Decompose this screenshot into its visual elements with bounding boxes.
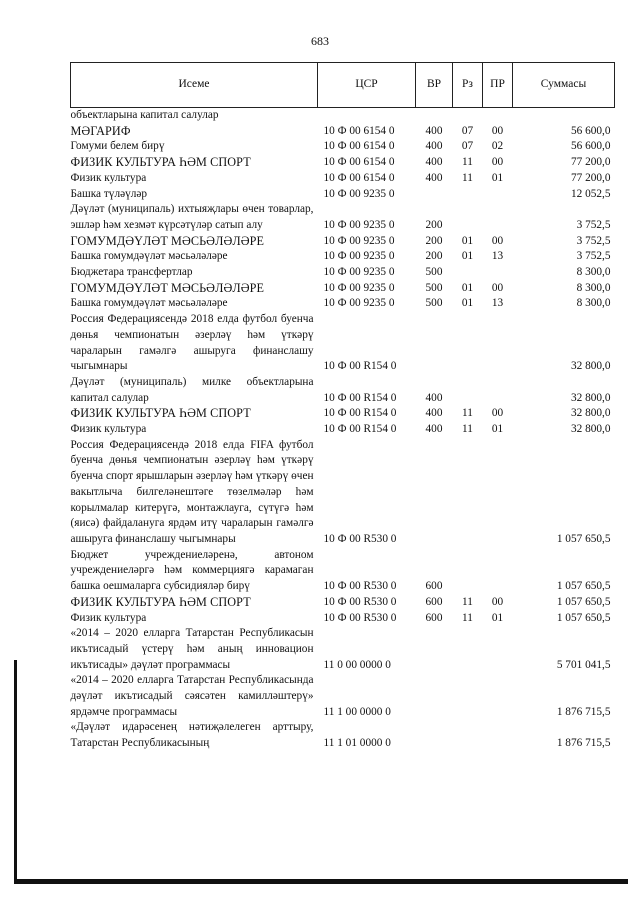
cell-pr: 00 xyxy=(491,595,504,608)
cell-vr: 400 xyxy=(425,423,443,436)
cell-vr: 200 xyxy=(425,234,443,247)
table-row xyxy=(71,171,615,187)
table-row xyxy=(71,265,615,281)
cell-sum: 3 752,5 xyxy=(576,218,611,231)
cell-vr xyxy=(416,108,453,124)
table-row xyxy=(71,720,615,751)
table-row xyxy=(71,406,615,422)
cell-pr: 00 xyxy=(491,124,504,137)
table-row xyxy=(71,249,615,265)
cell-rz xyxy=(453,626,483,673)
table-row xyxy=(71,548,615,595)
cell-name: «Дәүләт идарәсенең нәтиҗәлелеген арттыру, Татарстан Республикасының xyxy=(70,721,314,750)
cell-name: Физик культура xyxy=(70,423,147,436)
table-row xyxy=(71,139,615,155)
header-csr: ЦСР xyxy=(318,63,416,108)
cell-sum: 5 701 041,5 xyxy=(556,658,611,671)
cell-vr: 500 xyxy=(425,297,443,310)
cell-name: объектларына капитал салулар xyxy=(70,109,219,121)
table-row xyxy=(71,108,615,124)
cell-name: Башка гомумдәүләт мәсьәләләре xyxy=(70,250,228,263)
cell-sum: 8 300,0 xyxy=(576,266,611,279)
cell-name: Россия Федерациясендә 2018 елда FIFA футбол буенча дөнья чемпионатын әзерләү һәм үткәрү буенча спорт ярышларын әзерләү һәм үткәрү өчен вакытлыча билгеләнештәге төзелмәләр һәм корылмалар китерүгә, монтажлауга, сүтүгә һәм (яисә) файдалануга ярдәм итү чараларын гамәлгә ашыруга финанслашу чыгымнары xyxy=(70,438,314,545)
cell-pr xyxy=(483,312,513,375)
cell-csr: 11 1 00 0000 0 xyxy=(323,705,391,718)
cell-vr xyxy=(416,312,453,375)
cell-pr xyxy=(483,720,513,751)
cell-sum: 56 600,0 xyxy=(570,140,611,153)
cell-vr: 400 xyxy=(425,156,443,169)
table-row xyxy=(71,296,615,312)
table-row xyxy=(71,422,615,438)
scan-edge-left xyxy=(14,660,17,884)
cell-sum: 1 057 650,5 xyxy=(556,595,611,608)
cell-name: Бюджет учреждениеләренә, автоном учреждениеләргә һәм коммерциягә карамаган башка оешмаларга субсидияләр бирү xyxy=(70,548,314,593)
cell-csr: 10 Ф 00 R154 0 xyxy=(323,391,397,404)
table-header xyxy=(71,63,615,108)
cell-pr xyxy=(483,548,513,595)
cell-pr: 00 xyxy=(491,281,504,294)
cell-name: Башка гомумдәүләт мәсьәләләре xyxy=(70,297,228,310)
cell-pr: 13 xyxy=(491,297,504,310)
cell-rz: 07 xyxy=(461,140,474,153)
cell-rz: 07 xyxy=(461,124,474,137)
cell-pr: 00 xyxy=(491,156,504,169)
cell-name: Гомуми белем бирү xyxy=(70,140,165,153)
cell-rz xyxy=(453,187,483,203)
cell-vr: 400 xyxy=(425,391,443,404)
cell-csr: 10 Ф 00 R530 0 xyxy=(323,580,397,593)
cell-sum: 1 057 650,5 xyxy=(556,532,611,545)
cell-vr xyxy=(416,673,453,720)
cell-vr: 400 xyxy=(425,407,443,420)
cell-csr: 10 Ф 00 9235 0 xyxy=(323,187,395,200)
cell-vr: 600 xyxy=(425,595,443,608)
cell-rz: 01 xyxy=(461,297,474,310)
cell-rz: 11 xyxy=(462,171,473,184)
header-sum: Суммасы xyxy=(513,63,615,108)
cell-vr: 600 xyxy=(425,611,443,624)
cell-rz: 11 xyxy=(462,595,473,608)
cell-csr: 10 Ф 00 R530 0 xyxy=(323,611,397,624)
cell-csr: 10 Ф 00 9235 0 xyxy=(323,218,395,231)
table-row xyxy=(71,611,615,627)
cell-csr xyxy=(318,108,416,124)
cell-pr xyxy=(483,187,513,203)
cell-sum: 8 300,0 xyxy=(576,297,611,310)
cell-csr: 10 Ф 00 R154 0 xyxy=(323,360,397,373)
cell-vr: 600 xyxy=(425,580,443,593)
table-row xyxy=(71,234,615,250)
cell-rz xyxy=(453,312,483,375)
cell-csr: 11 0 00 0000 0 xyxy=(323,658,391,671)
cell-sum: 77 200,0 xyxy=(570,171,611,184)
cell-vr: 400 xyxy=(425,124,443,137)
cell-csr: 10 Ф 00 9235 0 xyxy=(323,250,395,263)
cell-pr xyxy=(483,108,513,124)
cell-rz xyxy=(453,548,483,595)
cell-name: Физик культура xyxy=(70,611,147,624)
cell-rz: 01 xyxy=(461,250,474,263)
cell-pr: 00 xyxy=(491,407,504,420)
cell-csr: 10 Ф 00 R530 0 xyxy=(323,532,397,545)
cell-vr: 200 xyxy=(425,250,443,263)
cell-sum: 56 600,0 xyxy=(570,124,611,137)
cell-name: Россия Федерациясендә 2018 елда футбол буенча дөнья чемпионатын әзерләү һәм үткәрү чараларын гамәлгә ашыруга финанслашу чыгымнары xyxy=(70,313,314,373)
cell-csr: 10 Ф 00 9235 0 xyxy=(323,297,395,310)
cell-name: ГОМУМДӘҮЛӘТ МӘСЬӘЛӘЛӘРЕ xyxy=(70,233,265,248)
cell-vr: 500 xyxy=(425,281,443,294)
cell-pr: 13 xyxy=(491,250,504,263)
cell-name: Башка түләүләр xyxy=(70,187,148,200)
cell-rz xyxy=(453,673,483,720)
cell-vr: 400 xyxy=(425,171,443,184)
cell-sum: 1 057 650,5 xyxy=(556,580,611,593)
cell-name: Бюджетара трансфертлар xyxy=(70,266,193,279)
cell-pr: 01 xyxy=(491,423,504,436)
cell-rz xyxy=(453,375,483,406)
cell-sum: 8 300,0 xyxy=(576,281,611,294)
cell-csr: 10 Ф 00 9235 0 xyxy=(323,266,395,279)
cell-pr: 01 xyxy=(491,611,504,624)
table-row xyxy=(71,124,615,140)
table-row xyxy=(71,673,615,720)
cell-name: Физик культура xyxy=(70,171,147,184)
cell-rz xyxy=(453,202,483,233)
cell-sum: 32 800,0 xyxy=(570,423,611,436)
cell-name: Дәүләт (муниципаль) ихтыяҗлары өчен товарлар, эшләр һәм хезмәт күрсәтүләр сатып алу xyxy=(70,203,314,231)
cell-pr xyxy=(483,438,513,548)
cell-name: ФИЗИК КУЛЬТУРА ҺӘМ СПОРТ xyxy=(70,406,251,421)
cell-sum: 32 800,0 xyxy=(570,407,611,420)
cell-vr xyxy=(416,720,453,751)
cell-pr xyxy=(483,626,513,673)
cell-rz xyxy=(453,108,483,124)
cell-csr: 10 Ф 00 9235 0 xyxy=(323,281,395,294)
cell-sum: 12 052,5 xyxy=(570,187,611,200)
cell-sum: 1 876 715,5 xyxy=(556,705,611,718)
cell-sum: 77 200,0 xyxy=(570,156,611,169)
table-row xyxy=(71,155,615,171)
cell-csr: 11 1 01 0000 0 xyxy=(323,737,391,750)
cell-csr: 10 Ф 00 R154 0 xyxy=(323,423,397,436)
cell-name: МӘГАРИФ xyxy=(70,123,131,138)
cell-sum: 1 876 715,5 xyxy=(556,737,611,750)
table-row xyxy=(71,312,615,375)
cell-rz: 01 xyxy=(461,234,474,247)
cell-pr: 02 xyxy=(491,140,504,153)
cell-rz: 11 xyxy=(462,611,473,624)
cell-pr xyxy=(483,375,513,406)
cell-csr: 10 Ф 00 6154 0 xyxy=(323,140,395,153)
header-vr: ВР xyxy=(416,63,453,108)
cell-pr: 00 xyxy=(491,234,504,247)
table-row xyxy=(71,187,615,203)
table-row xyxy=(71,202,615,233)
table-row xyxy=(71,375,615,406)
cell-csr: 10 Ф 00 9235 0 xyxy=(323,234,395,247)
page-number: 683 xyxy=(311,34,329,48)
cell-rz: 11 xyxy=(462,407,473,420)
cell-name: «2014 – 2020 елларга Татарстан Республикасын икътисадый үстерү һәм аның инновацион икътисады» дәүләт программасы xyxy=(70,627,314,671)
budget-table xyxy=(70,62,615,752)
cell-rz xyxy=(453,265,483,281)
cell-sum xyxy=(513,108,615,124)
cell-sum: 3 752,5 xyxy=(576,250,611,263)
cell-csr: 10 Ф 00 R530 0 xyxy=(323,595,397,608)
cell-sum: 1 057 650,5 xyxy=(556,611,611,624)
cell-csr: 10 Ф 00 6154 0 xyxy=(323,156,395,169)
cell-vr: 200 xyxy=(425,218,443,231)
table-row xyxy=(71,281,615,297)
table-row xyxy=(71,595,615,611)
cell-vr: 500 xyxy=(425,266,443,279)
cell-csr: 10 Ф 00 6154 0 xyxy=(323,171,395,184)
cell-csr: 10 Ф 00 R154 0 xyxy=(323,407,397,420)
header-pr: ПР xyxy=(483,63,513,108)
table-row xyxy=(71,438,615,548)
cell-vr xyxy=(416,187,453,203)
cell-pr xyxy=(483,673,513,720)
cell-rz: 11 xyxy=(462,423,473,436)
cell-rz: 01 xyxy=(461,281,474,294)
header-name: Исеме xyxy=(71,63,318,108)
table-body xyxy=(71,108,615,752)
cell-sum: 3 752,5 xyxy=(576,234,611,247)
cell-pr: 01 xyxy=(491,171,504,184)
cell-rz: 11 xyxy=(462,156,473,169)
cell-sum: 32 800,0 xyxy=(570,360,611,373)
cell-pr xyxy=(483,202,513,233)
cell-rz xyxy=(453,720,483,751)
cell-sum: 32 800,0 xyxy=(570,391,611,404)
table-row xyxy=(71,626,615,673)
cell-vr: 400 xyxy=(425,140,443,153)
cell-name: ГОМУМДӘҮЛӘТ МӘСЬӘЛӘЛӘРЕ xyxy=(70,280,265,295)
cell-name: «2014 – 2020 елларга Татарстан Республикасында дәүләт икътисадый сәясәтен камилләштерү» ярдәмче программасы xyxy=(70,674,314,718)
cell-rz xyxy=(453,438,483,548)
cell-vr xyxy=(416,438,453,548)
scan-edge-bottom xyxy=(14,879,628,884)
header-rz: Рз xyxy=(453,63,483,108)
cell-pr xyxy=(483,265,513,281)
cell-name: ФИЗИК КУЛЬТУРА ҺӘМ СПОРТ xyxy=(70,155,251,170)
cell-csr: 10 Ф 00 6154 0 xyxy=(323,124,395,137)
cell-name: Дәүләт (муниципаль) милке объектларына капитал салулар xyxy=(70,375,314,404)
budget-table-container xyxy=(70,62,614,752)
cell-vr xyxy=(416,626,453,673)
cell-name: ФИЗИК КУЛЬТУРА ҺӘМ СПОРТ xyxy=(70,594,251,609)
